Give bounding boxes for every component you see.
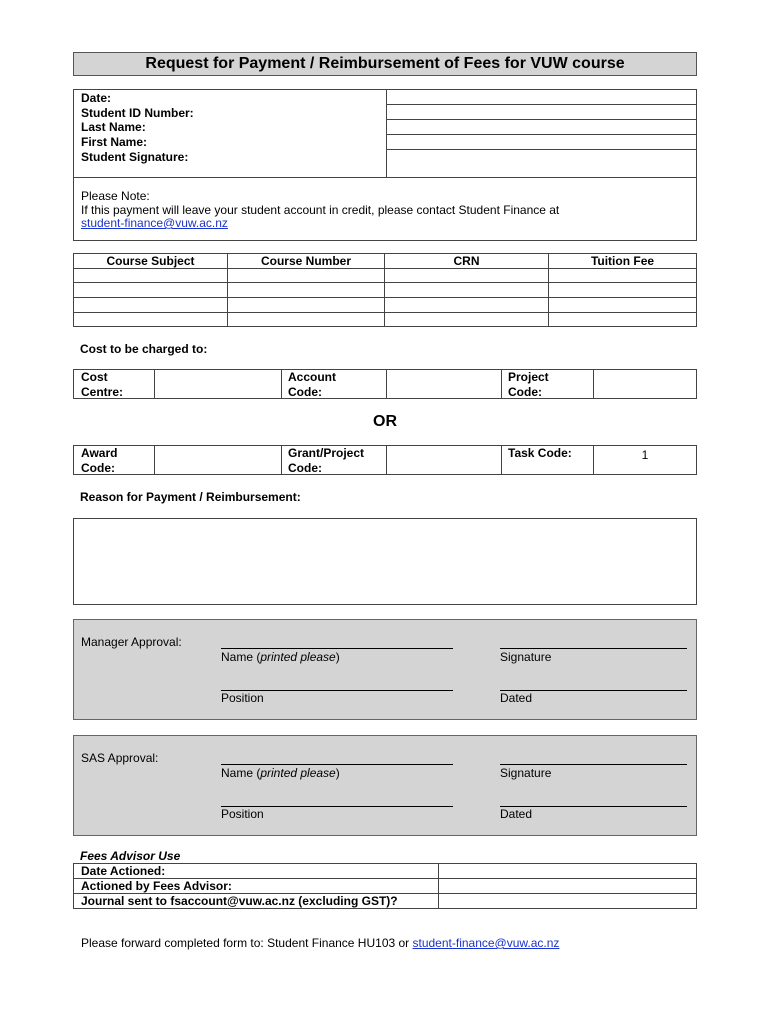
task-code-label: Task Code:: [508, 446, 572, 460]
student-id-label: Student ID Number:: [81, 106, 194, 120]
table-cell[interactable]: [74, 313, 228, 327]
manager-name-line[interactable]: [221, 648, 453, 649]
manager-signature-line[interactable]: [500, 648, 687, 649]
date-actioned-field[interactable]: [439, 864, 696, 878]
sas-approval-panel: [73, 735, 697, 836]
fees-advisor-heading: Fees Advisor Use: [80, 849, 181, 863]
caption-text: Name (: [221, 650, 261, 664]
table-row: [74, 283, 697, 298]
table-cell[interactable]: [74, 298, 228, 313]
table-row: [74, 313, 697, 327]
table-cell[interactable]: [228, 269, 385, 283]
project-code-label: [508, 370, 549, 399]
reason-textarea[interactable]: [73, 518, 697, 605]
cost-centre-label: [81, 370, 123, 399]
footer-text: Please forward completed form to: Student Finance HU103 or: [81, 936, 413, 950]
last-name-label: Last Name:: [81, 120, 146, 134]
sas-dated-caption: Dated: [500, 807, 533, 821]
table-cell[interactable]: [549, 269, 697, 283]
or-divider: OR: [373, 413, 397, 430]
table-cell[interactable]: [549, 313, 697, 327]
grant-project-code-label: [288, 446, 364, 475]
table-row: [74, 269, 697, 283]
award-code-label-line2: Code:: [81, 460, 115, 475]
manager-name-caption: [221, 650, 340, 664]
date-label: Date:: [81, 91, 112, 105]
caption-text: Name (: [221, 766, 261, 780]
award-code-field[interactable]: [155, 446, 281, 474]
note-heading: Please Note:: [81, 189, 150, 203]
sas-name-line[interactable]: [221, 764, 453, 765]
cost-centre-label-line2: Centre:: [81, 384, 124, 399]
table-row: [74, 298, 697, 313]
caption-italic: printed please: [260, 650, 336, 664]
project-code-label-line2: Code:: [508, 384, 542, 399]
table-cell[interactable]: [228, 283, 385, 298]
table-cell[interactable]: [74, 269, 228, 283]
caption-text: ): [335, 766, 340, 780]
cost-code-row: [73, 369, 697, 399]
grant-project-code-label-line2: Code:: [288, 460, 322, 475]
sas-name-caption: [221, 766, 340, 780]
student-details-box: [73, 89, 697, 241]
header-course-number: Course Number: [228, 254, 385, 269]
header-crn: CRN: [385, 254, 549, 269]
header-tuition-fee: Tuition Fee: [549, 254, 697, 269]
account-code-label: [288, 370, 336, 399]
actioned-by-label: Actioned by Fees Advisor:: [81, 879, 232, 893]
footer-email-link[interactable]: student-finance@vuw.ac.nz: [412, 936, 560, 950]
first-name-label: First Name:: [81, 135, 148, 149]
journal-sent-field[interactable]: [439, 894, 696, 908]
reason-heading: Reason for Payment / Reimbursement:: [80, 490, 301, 504]
footer-note: [81, 936, 559, 950]
table-cell[interactable]: [385, 298, 549, 313]
caption-italic: printed please: [260, 766, 336, 780]
grant-project-code-label-line1: Grant/Project: [288, 446, 365, 460]
cost-centre-label-line1: Cost: [81, 370, 108, 384]
caption-text: ): [335, 650, 340, 664]
project-code-field[interactable]: [594, 370, 696, 398]
first-name-field[interactable]: [386, 135, 697, 149]
sas-position-caption: Position: [221, 807, 264, 821]
table-cell[interactable]: [228, 313, 385, 327]
table-cell[interactable]: [228, 298, 385, 313]
table-cell[interactable]: [549, 283, 697, 298]
table-cell[interactable]: [74, 283, 228, 298]
cost-centre-field[interactable]: [155, 370, 281, 398]
manager-signature-caption: Signature: [500, 650, 552, 664]
manager-position-caption: Position: [221, 691, 264, 705]
award-code-label-line1: Award: [81, 446, 118, 460]
sas-signature-caption: Signature: [500, 766, 552, 780]
table-cell[interactable]: [385, 283, 549, 298]
grant-project-code-field[interactable]: [387, 446, 501, 474]
project-code-label-line1: Project: [508, 370, 549, 384]
note-text: If this payment will leave your student account in credit, please contact Student Finance at: [81, 203, 560, 217]
fees-advisor-table: [73, 863, 697, 909]
course-table: [73, 253, 697, 327]
page-title: Request for Payment / Reimbursement of Fees for VUW course: [73, 52, 697, 76]
actioned-by-field[interactable]: [439, 879, 696, 893]
student-signature-label: Student Signature:: [81, 150, 189, 164]
journal-sent-label: Journal sent to fsaccount@vuw.ac.nz (excluding GST)?: [81, 894, 398, 908]
account-code-field[interactable]: [387, 370, 501, 398]
table-cell[interactable]: [385, 313, 549, 327]
student-signature-field[interactable]: [386, 150, 697, 177]
header-course-subject: Course Subject: [74, 254, 228, 269]
date-actioned-label: Date Actioned:: [81, 864, 166, 878]
table-cell[interactable]: [385, 269, 549, 283]
award-code-label: [81, 446, 117, 475]
last-name-field[interactable]: [386, 120, 697, 134]
sas-approval-label: SAS Approval:: [81, 751, 159, 765]
sas-signature-line[interactable]: [500, 764, 687, 765]
table-cell[interactable]: [549, 298, 697, 313]
manager-approval-label: Manager Approval:: [81, 635, 182, 649]
student-id-field[interactable]: [386, 105, 697, 119]
account-code-label-line2: Code:: [288, 384, 322, 399]
date-field[interactable]: [386, 91, 697, 104]
manager-approval-panel: [73, 619, 697, 720]
manager-dated-caption: Dated: [500, 691, 533, 705]
account-code-label-line1: Account: [288, 370, 336, 384]
cost-heading: Cost to be charged to:: [80, 342, 208, 356]
note-email-link[interactable]: student-finance@vuw.ac.nz: [81, 216, 228, 230]
award-code-row: [73, 445, 697, 475]
task-code-field[interactable]: 1: [641, 448, 649, 462]
